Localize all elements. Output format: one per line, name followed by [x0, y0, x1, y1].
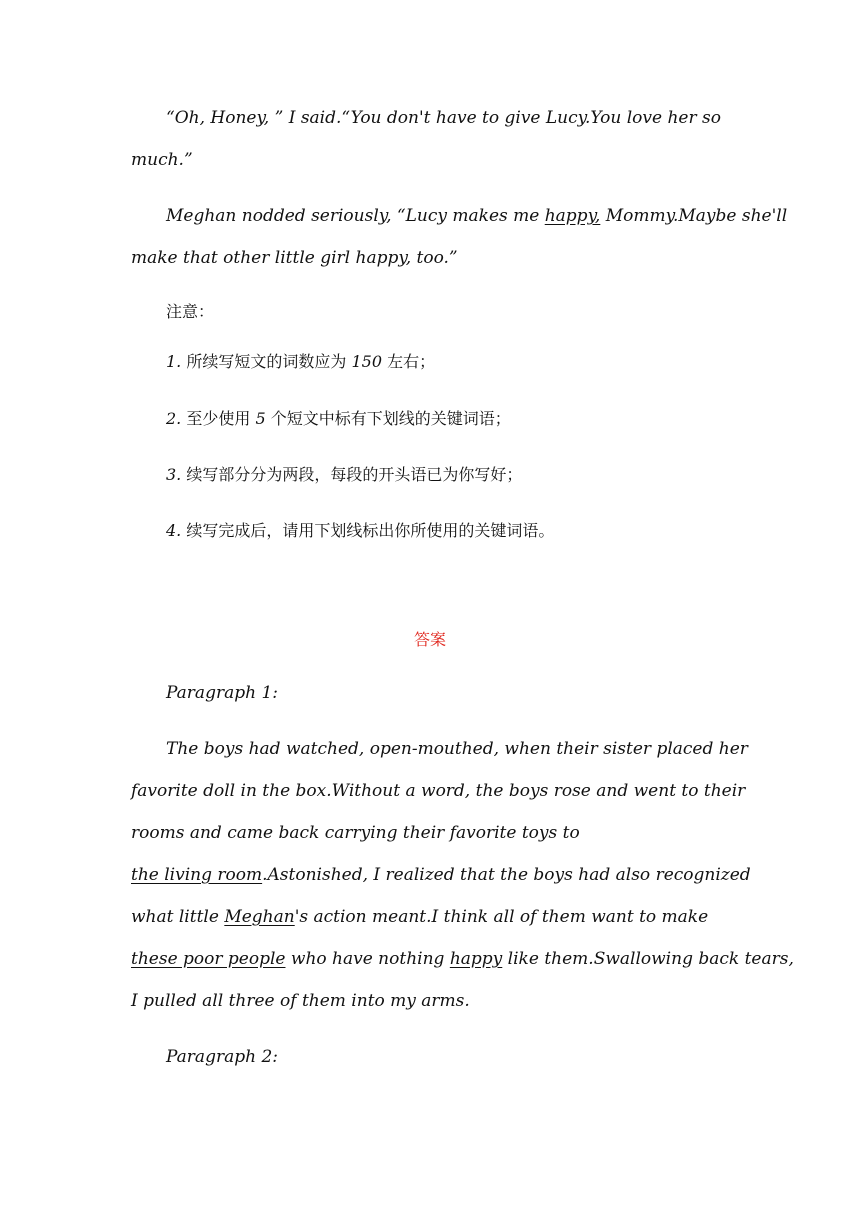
answer-text: The boys had watched, open-mouthed, when their sister placed her — [166, 739, 748, 759]
answer-line — [166, 737, 748, 761]
passage-line — [166, 204, 788, 228]
note-value: 5 — [255, 409, 266, 428]
answer-line — [131, 947, 794, 971]
answer-title: 答案 — [413, 630, 446, 649]
answer-text: .Astonished, I realized that the boys had also recognized — [262, 865, 751, 885]
note-text: 所续写短文的词数应为 — [181, 352, 352, 371]
answer-text: rooms and came back carrying their favorite toys to — [131, 823, 580, 843]
passage-line — [166, 106, 731, 130]
paragraph-heading: Paragraph 1: — [166, 683, 278, 703]
passage-text: Mommy.Maybe she'll — [600, 206, 788, 226]
answer-text: what little — [131, 907, 225, 927]
note-item — [166, 519, 554, 543]
note-text: 续写部分分为两段，每段的开头语已为你写好； — [181, 465, 523, 484]
answer-line — [131, 821, 731, 845]
answer-text: like them.Swallowing back tears, — [502, 949, 794, 969]
passage-text: much.” — [131, 150, 193, 170]
note-text: 至少使用 — [181, 409, 256, 428]
answer-line — [131, 905, 731, 929]
answer-text: who have nothing — [285, 949, 450, 969]
note-number: 1. — [166, 352, 182, 371]
notes-heading: 注意： — [166, 302, 215, 321]
note-text: 左右； — [382, 352, 436, 371]
passage-text: “Oh, Honey, ” I said.“You don't have to give Lucy.You love her so — [166, 108, 721, 128]
note-text: 个短文中标有下划线的关键词语； — [265, 409, 511, 428]
note-text: 续写完成后，请用下划线标出你所使用的关键词语。 — [181, 521, 555, 540]
note-number: 2. — [166, 409, 182, 428]
paragraph-heading: Paragraph 2: — [166, 1047, 278, 1067]
note-item — [166, 350, 435, 374]
key-phrase: the living room — [131, 865, 263, 885]
key-phrase: Meghan — [224, 907, 295, 927]
note-item — [166, 407, 511, 431]
passage-line — [131, 148, 731, 172]
note-item — [166, 463, 522, 487]
note-number: 4. — [166, 521, 182, 540]
answer-line — [131, 779, 746, 803]
note-value: 150 — [351, 352, 382, 371]
key-phrase: happy, — [544, 206, 601, 226]
answer-line — [131, 863, 751, 887]
passage-text: make that other little girl happy, too.” — [131, 248, 458, 268]
passage-text: Meghan nodded seriously, “Lucy makes me — [166, 206, 545, 226]
answer-text: favorite doll in the box.Without a word, the boys rose and went to their — [131, 781, 746, 801]
key-phrase: happy — [449, 949, 503, 969]
answer-line — [131, 989, 731, 1013]
note-number: 3. — [166, 465, 182, 484]
answer-text: I pulled all three of them into my arms. — [131, 991, 470, 1011]
key-phrase: these poor people — [131, 949, 286, 969]
passage-line — [131, 246, 731, 270]
answer-text: 's action meant.I think all of them want to make — [294, 907, 709, 927]
